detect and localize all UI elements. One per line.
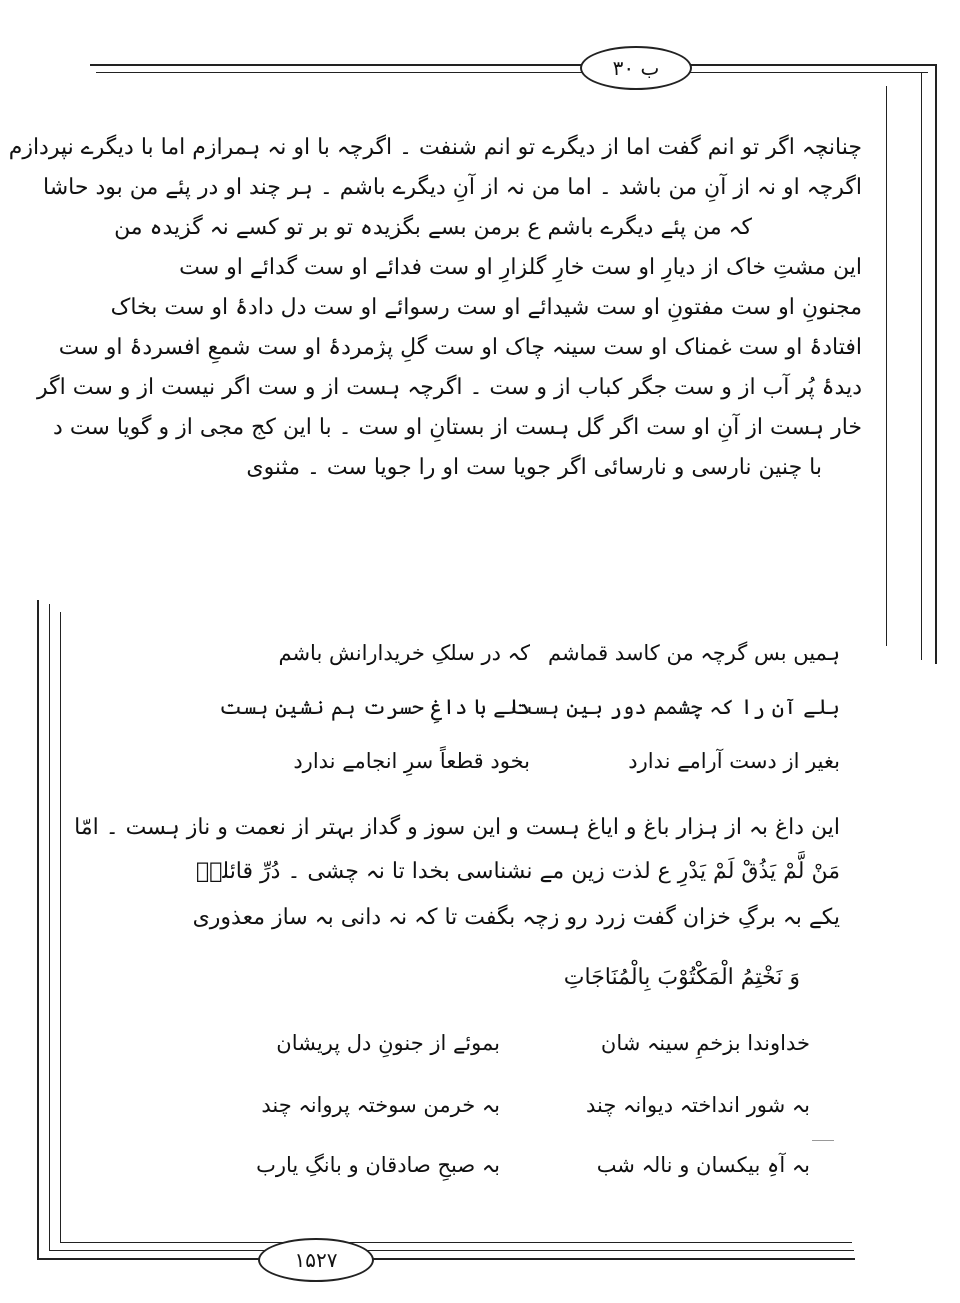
prose-line: با چنین نارسی و نارسائی اگر جویا ست او را جویا ست ۔ مثنوی: [246, 455, 822, 480]
frame-left-outer: [37, 600, 39, 1260]
prose-line: مجنونِ او ست مفتونِ او ست شیدائے او ست رسوائے او ست دل دادۂ او ست بخاک: [110, 295, 862, 320]
prose-line: این مشتِ خاک از دیارِ او ست خارِ گلزارِ او ست فدائے او ست گدائے او ست: [179, 255, 862, 280]
verse-couplet: [230, 632, 840, 674]
verse-couplet: [200, 1022, 810, 1064]
frame-right-mid: [921, 72, 922, 660]
verse-hemistich-left: بخود قطعاً سرِ انجامے ندارد: [293, 749, 530, 773]
prose-line: چنانچہ اگر تو انم گفت اما از دیگرے تو انم شنفت ۔ اگرچہ با او نہ ہمرازم اما با دیگرے نپردازم: [8, 135, 862, 160]
frame-top-outer: [90, 64, 935, 66]
middle-line: مَنْ لَّمْ یَذُقْ لَمْ یَدْرِ ع لذت زین مے نشناسی بخدا تا نہ چشی ۔ دُرِّ قائلہٗ: [196, 859, 840, 884]
margin-dash: [812, 1140, 834, 1141]
prose-line: دیدۂ پُر آب از و ست جگر کباب از و ست ۔ اگرچہ ہست از و ست اگر نیست از و ست اگر: [37, 375, 862, 400]
verse-hemistich-right: بہ آہِ بیکسان و نالہ شب: [596, 1153, 810, 1177]
frame-bottom-inner: [49, 1250, 854, 1251]
prose-line: خار ہست از آنِ او ست اگر گل ہست از بستانِ او ست ۔ با این کج مجی از و گویا ست د: [53, 415, 862, 440]
middle-line: یکے بہ برگِ خزان گفت زرد رو زچہ بگفت تا کہ نہ دانی بہ ساز معذوری: [192, 905, 840, 930]
verse-couplet: [200, 1144, 810, 1186]
verse-hemistich-left: بموئے از جنونِ دل پریشان: [276, 1031, 500, 1055]
prose-line: کہ من پئے دیگرے باشم ع برمن بسے بگزیدہ تو بر تو کسے نہ گزیدہ من: [114, 215, 752, 240]
verse-hemistich-left: بہ خرمن سوختہ پروانہ چند: [261, 1093, 500, 1117]
prose-line: افتادۂ او ست غمناک او ست سینہ چاک او ست گلِ پژمردۂ او ست شمعِ افسردۂ او ست: [58, 335, 862, 360]
verse-hemistich-right: خداوندا بزخمِ سینہ شان: [600, 1031, 810, 1055]
frame-left-mid: [49, 604, 50, 1251]
frame-left-inner: [60, 612, 61, 1242]
verse-couplet: [200, 1084, 810, 1126]
frame-bottom-outer: [37, 1258, 855, 1260]
verse-hemistich-right: بہ شور انداختہ دیوانہ چند: [586, 1093, 810, 1117]
verse-couplet: [219, 686, 840, 728]
verse-hemistich-left: دلے با داغِ حسرت ہم نشین ہست: [219, 695, 530, 719]
frame-top-inner: [96, 72, 928, 73]
prose-line: اگرچہ او نہ از آنِ من باشد ۔ اما من نہ از آنِ دیگرے باشم ۔ ہر چند او در پئے من بود حاشا: [43, 175, 862, 200]
frame-right-outer: [935, 64, 937, 664]
frame-bottom-innermost: [60, 1242, 852, 1243]
verse-couplet: [230, 740, 840, 782]
closing-heading: وَ نَخْتِمُ الْمَکْتُوْبَ بِالْمُنَاجَاتِ: [563, 965, 800, 990]
middle-line: این داغ بہ از ہزار باغ و ایاغ ہست و این سوز و گداز بہتر از نعمت و ناز ہست ۔ امّا: [74, 815, 840, 840]
verse-hemistich-right: بلے آن را کہ چشمم دور بین ہست: [510, 695, 840, 719]
prose-paragraph: [8, 128, 862, 488]
verse-hemistich-left: کہ در سلکِ خریدارانش باشم: [278, 641, 530, 665]
page-number-bottom: ۱۵۲۷: [258, 1238, 374, 1282]
verse-hemistich-right: ہمیں بس گرچہ من کاسد قماشم: [547, 641, 840, 665]
frame-right-inner: [886, 86, 887, 646]
verse-hemistich-right: بغیر از دست آرامے ندارد: [628, 749, 840, 773]
verse-hemistich-left: بہ صبحِ صادقان و بانگِ یارب: [256, 1153, 500, 1177]
folio-number-top: ۳۰ ب: [580, 46, 692, 90]
